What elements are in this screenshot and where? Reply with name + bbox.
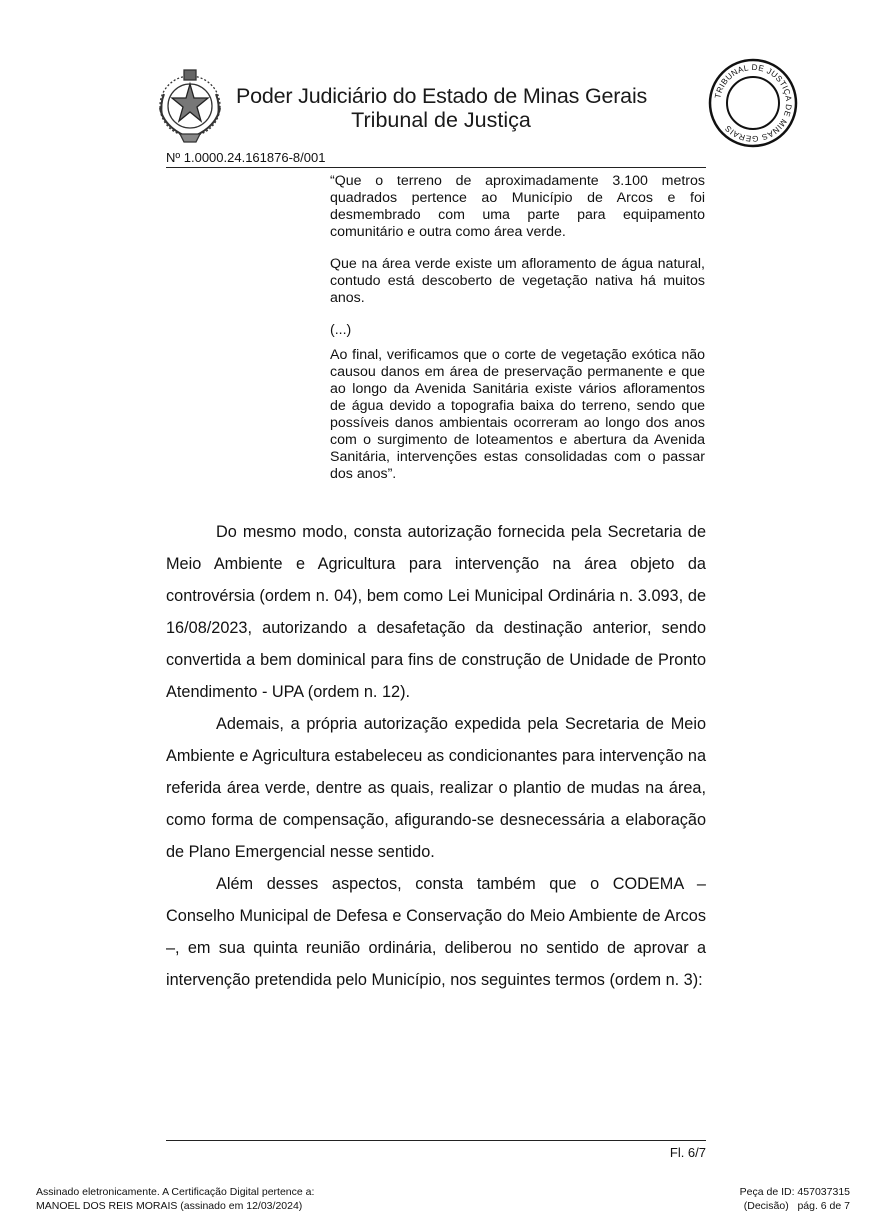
folio-number: Fl. 6/7 <box>669 1145 706 1160</box>
process-number: Nº 1.0000.24.161876-8/001 <box>166 150 326 165</box>
signature-line-2: MANOEL DOS REIS MORAIS (assinado em 12/03/2024) <box>36 1200 303 1212</box>
document-id-info <box>650 1185 850 1213</box>
body-paragraph: Do mesmo modo, consta autorização fornecida pela Secretaria de Meio Ambiente e Agricultura para intervenção na área objeto da controvérsia (ordem n. 04), bem como Lei Municipal Ordinária n. 3.093, de 16/08/2023, autorizando a desafetação da destinação anterior, sendo convertida a bem dominical para fins de construção de Unidade de Pronto Atendimento - UPA (ordem n. 12). <box>166 523 706 701</box>
quote-ellipsis: (...) <box>330 322 352 338</box>
court-title: Poder Judiciário do Estado de Minas Gerais <box>236 84 648 108</box>
document-id: Peça de ID: 457037315 <box>739 1186 850 1198</box>
footer-divider <box>166 1140 706 1141</box>
quote-paragraph: “Que o terreno de aproximadamente 3.100 metros quadrados pertence ao Município de Arcos e foi desmembrado com uma parte para equipamento comunitário e outra como área verde. <box>330 173 705 240</box>
svg-text:TRIBUNAL DE JUSTIÇA DE MINAS G: TRIBUNAL DE JUSTIÇA DE MINAS GERAIS <box>713 62 794 144</box>
signature-line-1: Assinado eletronicamente. A Certificação Digital pertence a: <box>36 1186 315 1198</box>
court-subtitle: Tribunal de Justiça <box>351 108 531 132</box>
body-paragraph: Ademais, a própria autorização expedida pela Secretaria de Meio Ambiente e Agricultura estabeleceu as condicionantes para intervenção na referida área verde, dentre as quais, realizar o plantio de mudas na área, como forma de compensação, afigurando-se desnecessária a elaboração de Plano Emergencial nesse sentido. <box>166 715 706 861</box>
court-seal-icon <box>708 58 798 148</box>
quote-paragraph: Que na área verde existe um afloramento de água natural, contudo está descoberto de vegetação nativa há muitos anos. <box>330 256 705 306</box>
coat-of-arms-icon <box>150 64 230 144</box>
body-paragraph: Além desses aspectos, consta também que o CODEMA – Conselho Municipal de Defesa e Conservação do Meio Ambiente de Arcos –, em sua quinta reunião ordinária, deliberou no sentido de aprovar a intervenção pretendida pelo Município, nos seguintes termos (ordem n. 3): <box>166 875 706 989</box>
quote-paragraph: Ao final, verificamos que o corte de vegetação exótica não causou danos em área de preservação permanente e que ao longo da Avenida Sanitária existe vários afloramentos de água devido a topografia baixa do terreno, sendo que possíveis danos ambientais ocorreram ao longo dos anos com o surgimento de loteamentos e abertura da Avenida Sanitária, intervenções estas consolidadas com o passar dos anos”. <box>330 347 705 482</box>
page-indicator: (Decisão) pág. 6 de 7 <box>743 1200 850 1212</box>
signature-info <box>36 1185 314 1213</box>
header-divider <box>166 167 706 168</box>
